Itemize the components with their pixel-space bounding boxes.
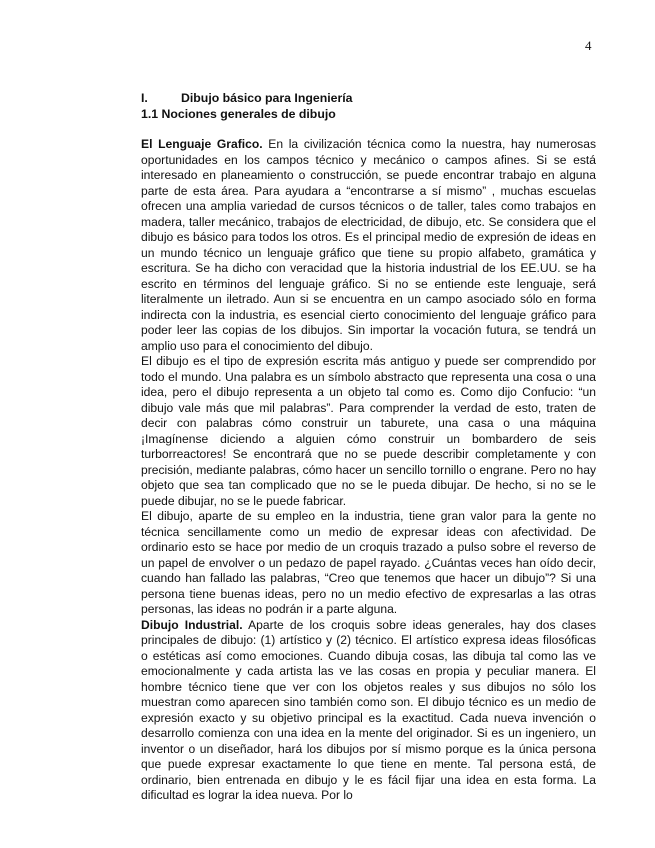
paragraph-expresion-escrita <box>141 354 596 509</box>
paragraph-valor-no-tecnico <box>141 509 596 618</box>
paragraph-text: Aparte de los croquis sobre ideas generales, hay dos clases principales de dibujo: (1) artístico y (2) técnico. El artístico expresa ideas filosóficas o estéticas así como emociones. Cuando dibuja cosas, las dibuja tal como las ve emocionalmente y cada artista las ve las cosas en propia y peculiar manera. El hombre técnico tiene que ver con los objetos reales y sus dibujos no sólo los muestran como aparecen sino también como son. El dibujo técnico es un medio de expresión exacto y su objetivo principal es la exactitud. Cada nueva invención o desarrollo comienza con una idea en la mente del originador. Si es un ingeniero, un inventor o un diseñador, hará los dibujos por sí mismo porque es la única persona que puede expresar exactamente lo que tiene en mente. Tal persona está, de ordinario, bien entrenada en dibujo y le es fácil fijar una idea en esta forma. La dificultad es lograr la idea nueva. Por lo <box>141 617 596 802</box>
subsection-heading: 1.1 Nociones generales de dibujo <box>141 106 336 121</box>
paragraph-lead: El Lenguaje Grafico. <box>141 137 263 151</box>
paragraph-lenguaje-grafico <box>141 137 596 354</box>
section-title: Dibujo básico para Ingeniería <box>181 91 353 105</box>
paragraph-dibujo-industrial <box>141 618 596 804</box>
page-number: 4 <box>585 38 592 53</box>
section-number: I. <box>141 91 148 105</box>
paragraph-lead: Dibujo Industrial. <box>141 617 243 632</box>
paragraph-text: En la civilización técnica como la nuestra, hay numerosas oportunidades en los campos técnico y mecánico o campos afines. Si se está interesado en planeamiento o construcción, se puede encontrar trabajo en alguna parte de esta área. Para ayudara a “encontrarse a sí mismo” , muchas escuelas ofrecen una amplia variedad de cursos técnicos o de taller, tales como trabajos en madera, taller mecánico, trabajos de electricidad, de dibujo, etc. Se considera que el dibujo es básico para todos los otros. Es el principal medio de expresión de ideas en un mundo técnico un lenguaje gráfico que tiene su propio alfabeto, gramática y escritura. Se ha dicho con veracidad que la historia industrial de los EE.UU. se ha escrito en términos del lenguaje gráfico. Si no se entiende este lenguaje, será literalmente un iletrado. Aun si se encuentra en un campo asociado sólo en forma indirecta con la industria, es esencial cierto conocimiento del lenguaje gráfico para poder leer las copias de los dibujos. Sin importar la vocación futura, se tendrá un amplio uso para el conocimiento del dibujo. <box>141 137 597 353</box>
paragraph-text: El dibujo, aparte de su empleo en la industria, tiene gran valor para la gente no técnica sencillamente como un medio de expresar ideas con afectividad. De ordinario esto se hace por medio de un croquis trazado a pulso sobre el reverso de un papel de envolver o un pedazo de papel rayado. ¿Cuántas veces han oído decir, cuando han fallado las palabras, “Creo que tenemos que hacer un dibujo”? Si una persona tiene buenas ideas, pero no un medio efectivo de expresarlas a las otras personas, las ideas no podrán ir a parte alguna. <box>141 509 596 616</box>
section-heading <box>141 91 596 107</box>
document-body <box>141 91 596 804</box>
paragraph-text: El dibujo es el tipo de expresión escrita más antiguo y puede ser comprendido por todo el mundo. Una palabra es un símbolo abstracto que representa una cosa o una idea, pero el dibujo representa a un objeto tal como es. Como dijo Confucio: “un dibujo vale más que mil palabras”. Para comprender la verdad de esto, traten de decir con palabras cómo construir un taburete, una casa o una máquina ¡Imagínense diciendo a alguien cómo construir un bombardero de seis turborreactores! Se encontrará que no se puede describir completamente y con precisión, mediante palabras, cómo hacer un sencillo tornillo o engrane. Pero no hay objeto que sea tan complicado que no se le pueda dibujar. De hecho, si no se le puede dibujar, no se le puede fabricar. <box>141 354 596 508</box>
